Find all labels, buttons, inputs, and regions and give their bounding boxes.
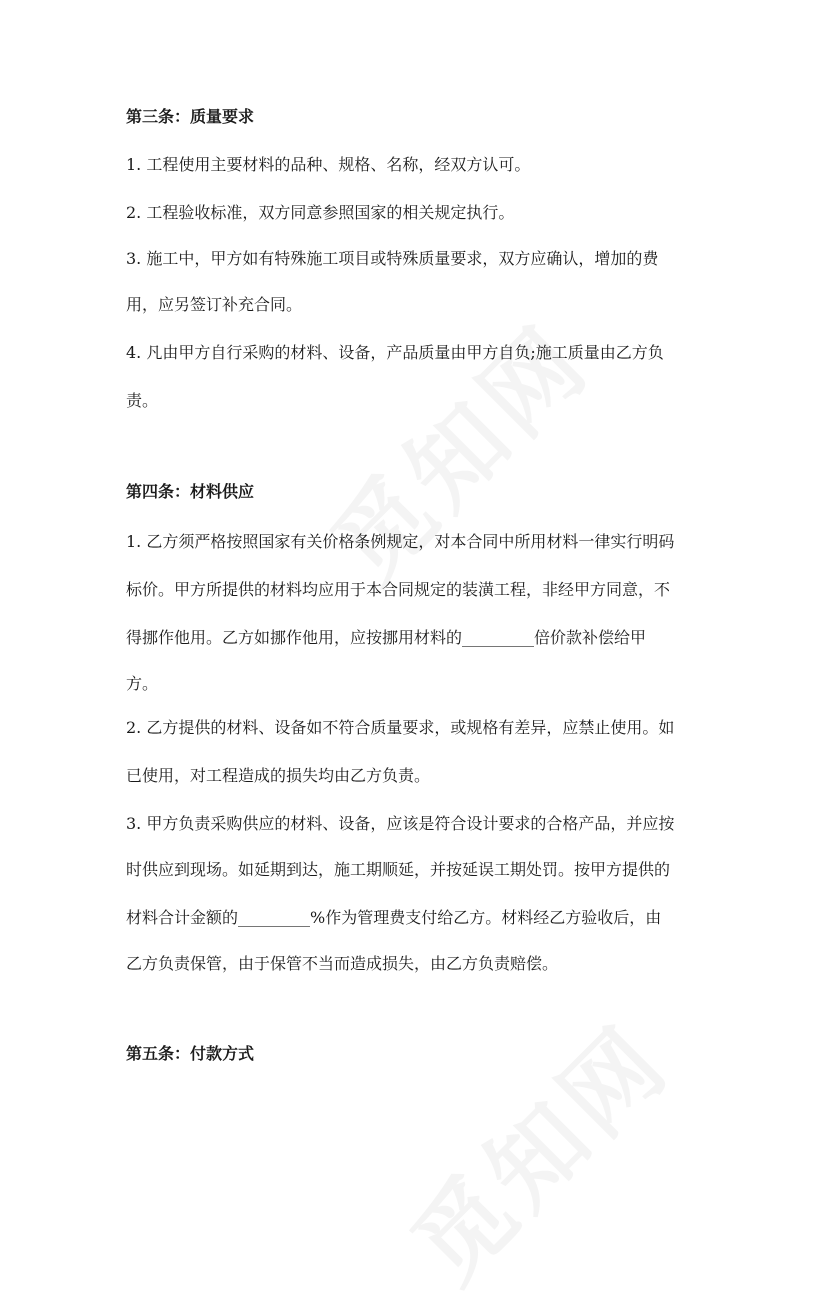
- paragraph-line: 4. 凡由甲方自行采购的材料、设备，产品质量由甲方自负;施工质量由乙方负: [126, 343, 664, 362]
- section-heading: 第五条：付款方式: [126, 1044, 255, 1063]
- paragraph-line: 责。: [126, 391, 159, 410]
- paragraph-line: 标价。甲方所提供的材料均应用于本合同规定的装潢工程，非经甲方同意，不: [126, 580, 671, 599]
- section-heading: 第四条：材料供应: [126, 482, 255, 501]
- paragraph-line: 方。: [126, 674, 159, 693]
- paragraph-line: 2. 乙方提供的材料、设备如不符合质量要求，或规格有差异，应禁止使用。如: [126, 718, 675, 737]
- watermark: [377, 990, 694, 1307]
- watermark: [297, 290, 614, 607]
- paragraph-line: 1. 乙方须严格按照国家有关价格条例规定，对本合同中所用材料一律实行明码: [126, 532, 675, 551]
- paragraph-line: 用，应另签订补充合同。: [126, 295, 303, 314]
- paragraph-line: 得挪作他用。乙方如挪作他用，应按挪用材料的_________倍价款补偿给甲: [126, 628, 647, 647]
- paragraph-line: 材料合计金额的_________%作为管理费支付给乙方。材料经乙方验收后，由: [126, 908, 662, 927]
- paragraph-line: 1. 工程使用主要材料的品种、规格、名称，经双方认可。: [126, 155, 531, 174]
- section-heading: 第三条：质量要求: [126, 107, 255, 126]
- paragraph-line: 乙方负责保管，由于保管不当而造成损失，由乙方负责赔偿。: [126, 954, 559, 973]
- paragraph-line: 时供应到现场。如延期到达，施工期顺延，并按延误工期处罚。按甲方提供的: [126, 860, 671, 879]
- paragraph-line: 已使用，对工程造成的损失均由乙方负责。: [126, 766, 431, 785]
- paragraph-line: 2. 工程验收标准，双方同意参照国家的相关规定执行。: [126, 203, 515, 222]
- paragraph-line: 3. 施工中，甲方如有特殊施工项目或特殊质量要求，双方应确认，增加的费: [126, 249, 659, 268]
- paragraph-line: 3. 甲方负责采购供应的材料、设备，应该是符合设计要求的合格产品，并应按: [126, 814, 675, 833]
